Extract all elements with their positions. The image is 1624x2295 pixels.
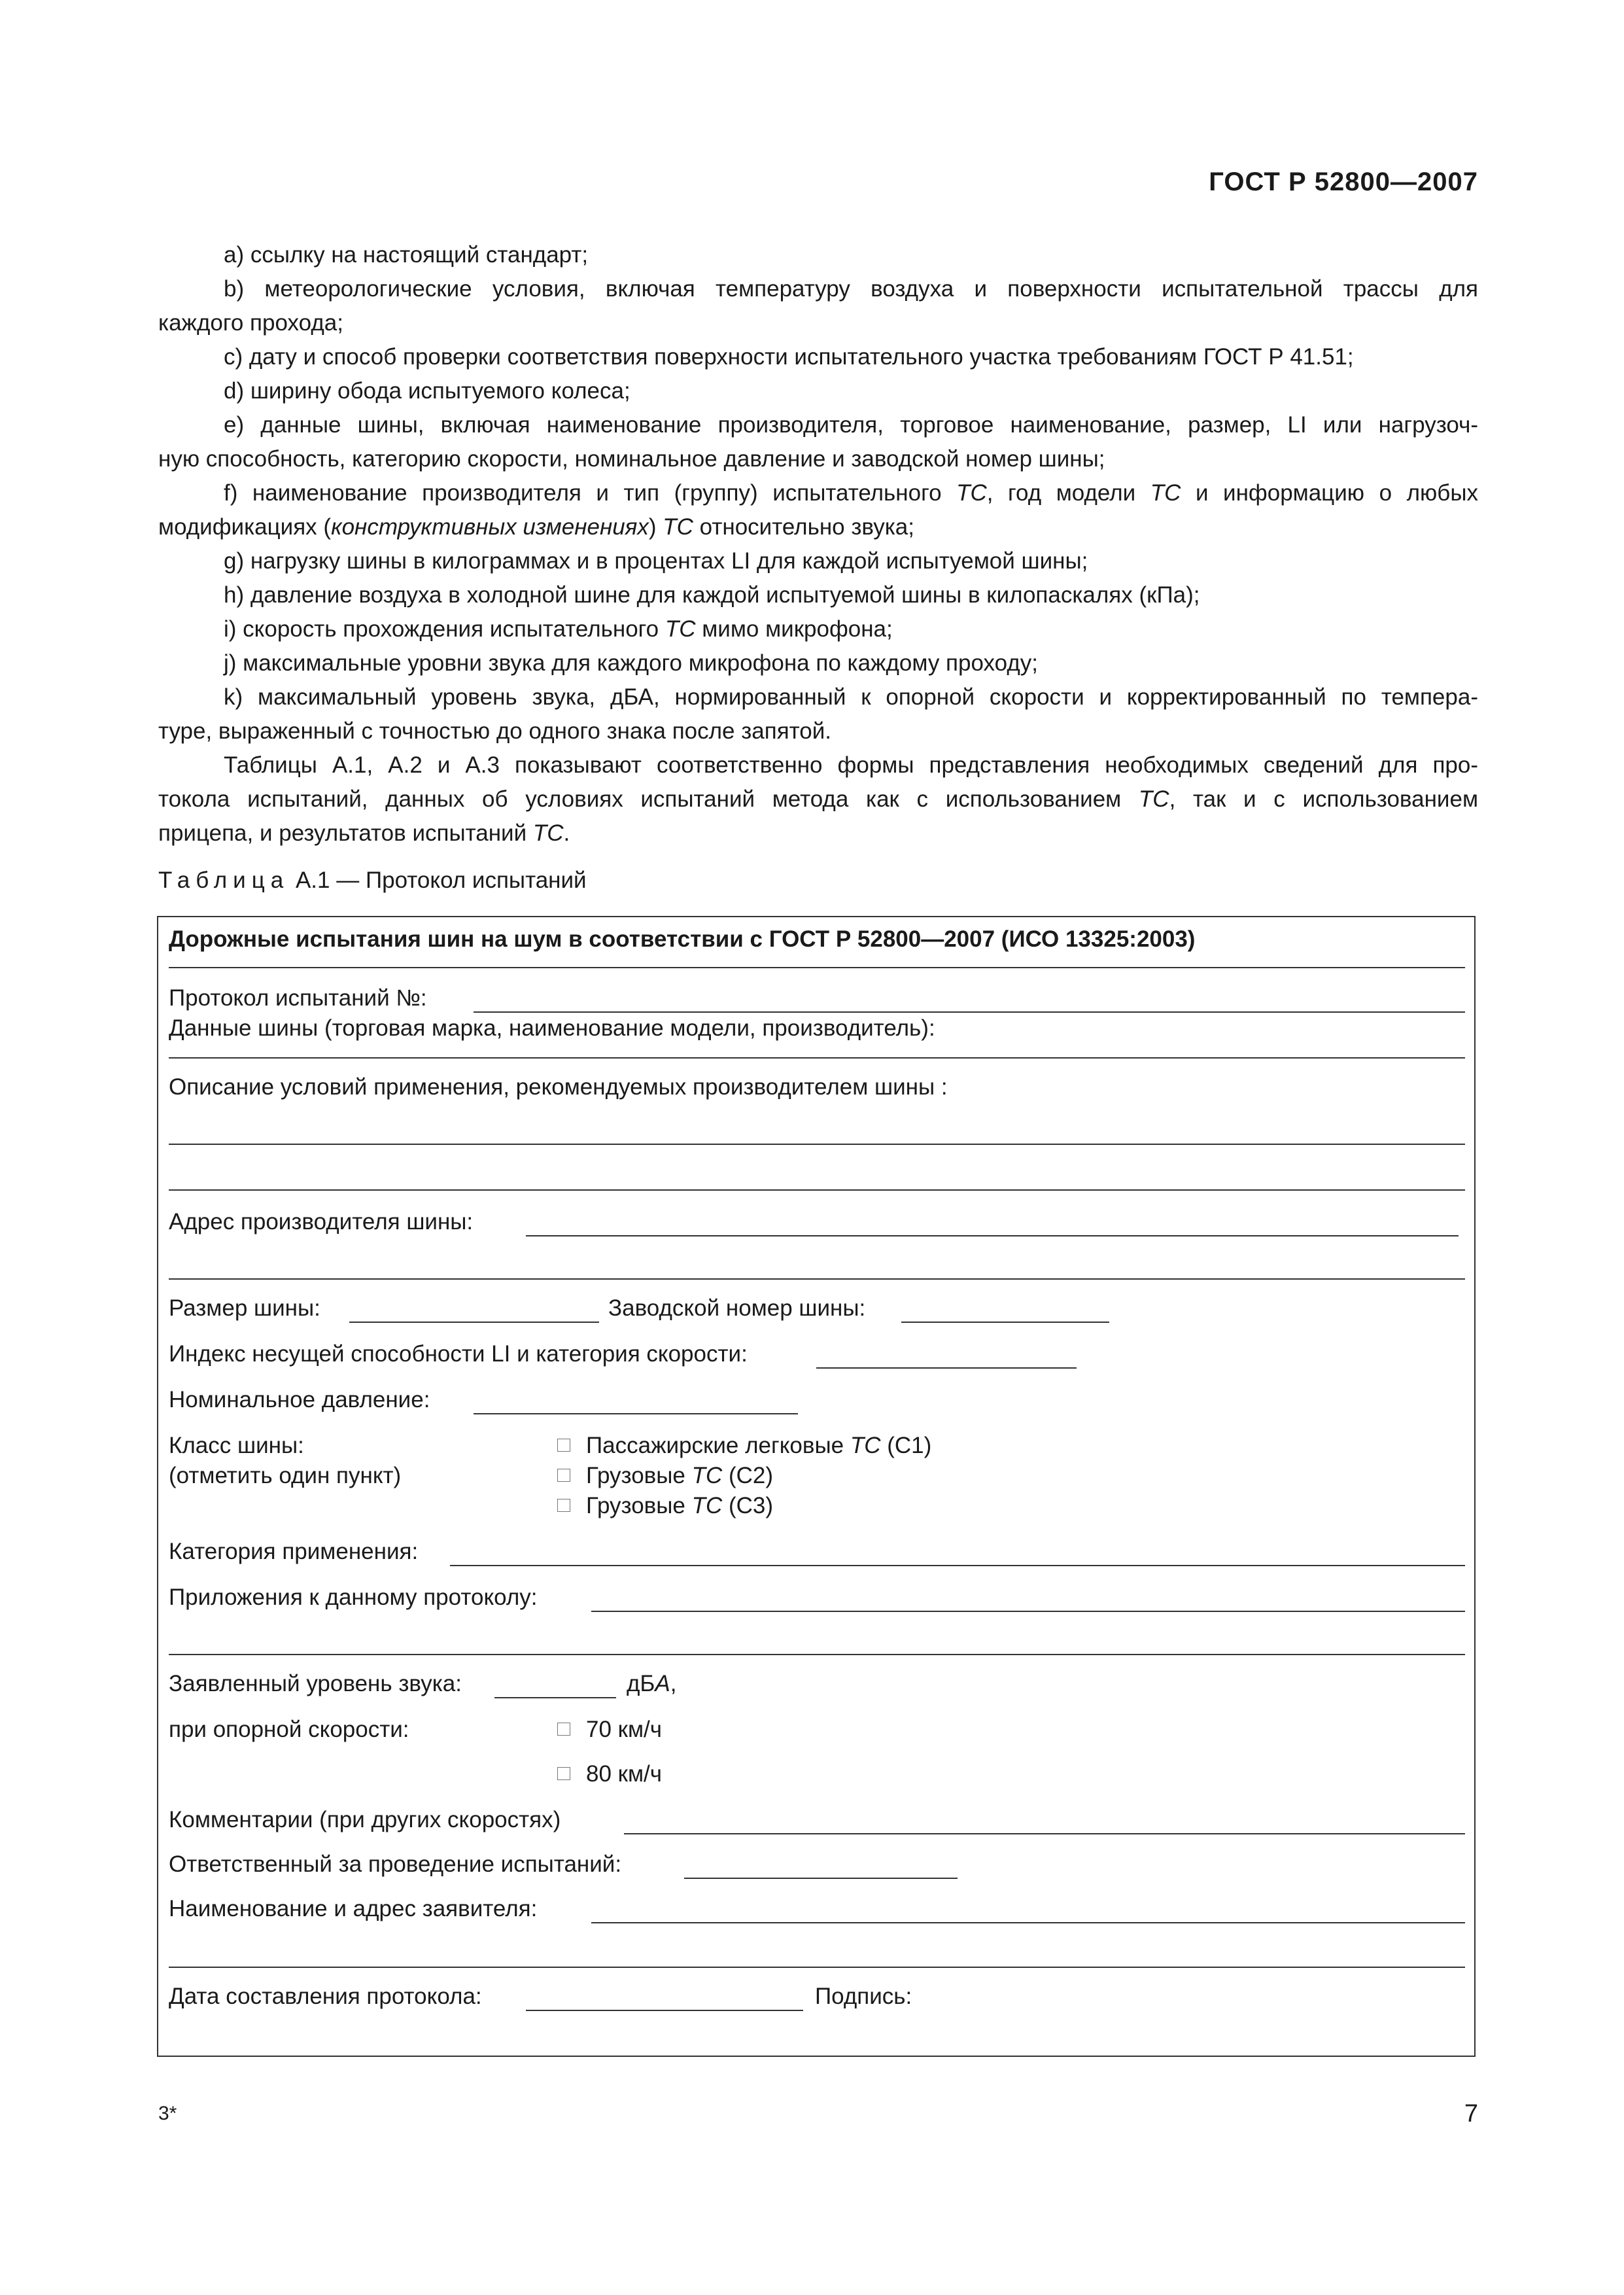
item-d: d) ширину обода испытуемого колеса; (224, 378, 631, 404)
tire-class-label: Класс шины: (169, 1433, 304, 1458)
load-index-label: Индекс несущей способности LI и категория скорости: (169, 1341, 748, 1367)
checkbox-icon[interactable] (557, 1723, 570, 1736)
responsible-field[interactable] (684, 1878, 958, 1879)
class-c2-option[interactable]: Грузовые ТС (С2) (557, 1463, 773, 1489)
comments-label: Комментарии (при других скоростях) (169, 1807, 561, 1832)
usage-description-label: Описание условий применения, рекомендуемых производителем шины : (169, 1074, 948, 1100)
item-g: g) нагрузку шины в килограммах и в процентах LI для каждой испытуемой шины; (224, 548, 1088, 574)
declared-level-label: Заявленный уровень звука: (169, 1671, 462, 1696)
speed-80-option[interactable]: 80 км/ч (557, 1761, 662, 1787)
item-e-line2: ную способность, категорию скорости, номинальное давление и заводской номер шины; (158, 446, 1105, 472)
applicant-field-2[interactable] (169, 1967, 1465, 1968)
usage-category-label: Категория применения: (169, 1539, 419, 1564)
form-title: Дорожные испытания шин на шум в соответствии с ГОСТ Р 52800—2007 (ИСО 13325:2003) (169, 926, 1196, 952)
requirements-list (158, 238, 1478, 850)
comments-field[interactable] (624, 1833, 1465, 1834)
maker-address-field-2[interactable] (169, 1278, 1465, 1280)
usage-description-field-2[interactable] (169, 1189, 1465, 1191)
item-b-line1: b) метеорологические условия, включая температуру воздуха и поверхности испытательной трассы для (224, 276, 1478, 302)
page-number: 7 (1464, 2100, 1478, 2128)
item-f-line1: f) наименование производителя и тип (группу) испытательного ТС, год модели ТС и информацию о любых (224, 480, 1478, 506)
attachments-field-2[interactable] (169, 1654, 1465, 1655)
tire-size-label: Размер шины: (169, 1295, 320, 1321)
item-a: a) ссылку на настоящий стандарт; (224, 242, 589, 268)
test-protocol-form (157, 916, 1476, 2057)
item-k-line2: туре, выраженный с точностью до одного знака после запятой. (158, 718, 832, 744)
tire-size-field[interactable] (349, 1322, 599, 1323)
document-header: ГОСТ Р 52800—2007 (1209, 167, 1478, 196)
protocol-number-label: Протокол испытаний №: (169, 985, 427, 1011)
attachments-field-1[interactable] (591, 1611, 1465, 1612)
tables-note-line1: Таблицы А.1, А.2 и А.3 показывают соответственно формы представления необходимых сведений для про- (224, 752, 1478, 778)
item-i: i) скорость прохождения испытательного ТС мимо микрофона; (224, 616, 893, 642)
maker-address-label: Адрес производителя шины: (169, 1209, 474, 1235)
nominal-pressure-label: Номинальное давление: (169, 1387, 430, 1412)
usage-category-field[interactable] (450, 1565, 1465, 1566)
tire-class-hint: (отметить один пункт) (169, 1463, 402, 1488)
protocol-number-field[interactable] (474, 1011, 1465, 1013)
item-e-line1: e) данные шины, включая наименование производителя, торговое наименование, размер, LI или нагрузоч- (224, 412, 1478, 438)
responsible-label: Ответственный за проведение испытаний: (169, 1851, 622, 1877)
table-caption: Таблица А.1 — Протокол испытаний (158, 867, 587, 893)
serial-number-field[interactable] (901, 1322, 1109, 1323)
checkbox-icon[interactable] (557, 1439, 570, 1452)
serial-number-label: Заводской номер шины: (608, 1295, 866, 1321)
usage-description-field-1[interactable] (169, 1144, 1465, 1145)
applicant-field-1[interactable] (591, 1922, 1465, 1923)
class-c1-option[interactable]: Пассажирские легковые ТС (С1) (557, 1433, 931, 1459)
tables-note-line3: прицепа, и результатов испытаний ТС. (158, 820, 570, 846)
item-f-line2: модификациях (конструктивных изменениях) ТС относительно звука; (158, 514, 914, 540)
form-title-rule (169, 967, 1465, 968)
reference-speed-label: при опорной скорости: (169, 1717, 409, 1742)
item-b-line2: каждого прохода; (158, 310, 343, 336)
item-k-line1: k) максимальный уровень звука, дБА, нормированный к опорной скорости и корректированный по темпера- (224, 684, 1478, 710)
nominal-pressure-field[interactable] (474, 1413, 798, 1414)
checkbox-icon[interactable] (557, 1767, 570, 1780)
speed-70-option[interactable]: 70 км/ч (557, 1717, 662, 1743)
date-label: Дата составления протокола: (169, 1984, 482, 2009)
checkbox-icon[interactable] (557, 1499, 570, 1512)
declared-level-field[interactable] (494, 1697, 616, 1698)
class-c3-option[interactable]: Грузовые ТС (С3) (557, 1493, 773, 1519)
attachments-label: Приложения к данному протоколу: (169, 1585, 538, 1610)
item-h: h) давление воздуха в холодной шине для каждой испытуемой шины в килопаскалях (кПа); (224, 582, 1200, 608)
maker-address-field-1[interactable] (526, 1235, 1459, 1236)
item-c: c) дату и способ проверки соответствия поверхности испытательного участка требованиям ГОСТ Р 41.51; (224, 344, 1354, 370)
tire-data-field[interactable] (169, 1057, 1465, 1059)
item-j: j) максимальные уровни звука для каждого микрофона по каждому проходу; (224, 650, 1038, 676)
signature-label: Подпись: (815, 1984, 912, 2009)
sheet-mark: 3* (158, 2103, 177, 2124)
date-field[interactable] (526, 2010, 803, 2011)
tables-note-line2: токола испытаний, данных об условиях испытаний метода как с использованием ТС, так и с использованием (158, 786, 1479, 812)
load-index-field[interactable] (816, 1367, 1077, 1369)
checkbox-icon[interactable] (557, 1469, 570, 1482)
applicant-label: Наименование и адрес заявителя: (169, 1896, 538, 1921)
declared-level-unit: дБА, (627, 1671, 677, 1696)
tire-data-label: Данные шины (торговая марка, наименование модели, производитель): (169, 1015, 935, 1041)
